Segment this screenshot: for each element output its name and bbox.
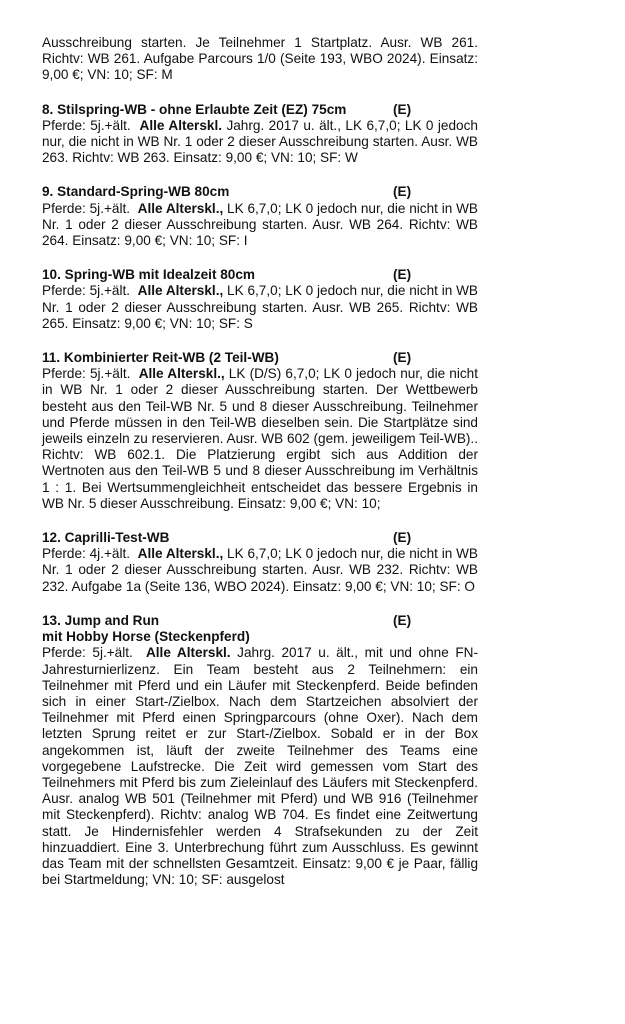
section-12 <box>42 530 478 595</box>
category-tag: (E) <box>393 530 412 546</box>
section-title <box>42 530 478 546</box>
section-title-text: 10. Spring-WB mit Idealzeit 80cm <box>42 267 256 283</box>
horse-age-requirement: Pferde: 5j.+ält. <box>42 366 131 382</box>
horse-age-requirement: Pferde: 5j.+ält. <box>42 645 133 661</box>
category-tag: (E) <box>393 101 412 117</box>
section-title-text: 12. Caprilli-Test-WB <box>42 530 170 546</box>
section-9 <box>42 184 478 249</box>
section-body <box>42 546 478 595</box>
section-title <box>42 184 478 200</box>
section-description: Jahrg. 2017 u. ält., LK 6,7,0; LK 0 jedoch nur, die nicht in WB Nr. 1 oder 2 dieser Ausschreibung starten. Ausr. WB 263. Richtv: WB 263. Einsatz: 9,00 €; VN: 10; SF: W <box>42 117 478 166</box>
section-8 <box>42 102 478 167</box>
section-description: LK 6,7,0; LK 0 jedoch nur, die nicht in WB Nr. 1 oder 2 dieser Ausschreibung starten. Ausr. WB 265. Richtv: WB 265. Einsatz: 9,00 €; VN: 10; SF: S <box>42 283 478 331</box>
horse-age-requirement: Pferde: 4j.+ält. <box>42 546 131 562</box>
section-description: LK (D/S) 6,7,0; LK 0 jedoch nur, die nicht in WB Nr. 1 oder 2 dieser Ausschreibung starten. Der Wettbewerb besteht aus den Teil-WB Nr. 5 und 8 dieser Ausschreibung. Teilnehmer und Pferde müssen in den Teil-WB dieselben sein. Die Startplätze sind jeweils einzeln zu reservieren. Ausr. WB 602 (gem. jeweiligem Teil-WB).. Richtv: WB 602.1. Die Platzierung ergibt sich aus Addition der Wertnoten aus den Teil-WB 5 und 8 dieser Ausschreibung im Verhältnis 1 : 1. Bei Wertsummengleichheit entscheidet das bessere Ergebnis in WB Nr. 5 dieser Ausschreibung. Einsatz: 9,00 €; VN: 10; <box>42 366 479 511</box>
section-body <box>42 366 478 512</box>
section-13 <box>42 613 478 888</box>
age-class: Alle Alterskl., <box>137 546 224 562</box>
section-body <box>42 201 478 250</box>
category-tag: (E) <box>393 612 412 628</box>
section-body <box>42 645 478 888</box>
age-class: Alle Alterskl., <box>137 283 224 299</box>
intro-paragraph: Ausschreibung starten. Je Teilnehmer 1 Startplatz. Ausr. WB 261. Richtv: WB 261. Aufgabe Parcours 1/0 (Seite 193, WBO 2024). Einsatz: 9,00 €; VN: 10; SF: M <box>42 35 478 83</box>
section-title <box>42 350 478 366</box>
section-description: Jahrg. 2017 u. ält., mit und ohne FN-Jahresturnierlizenz. Ein Team besteht aus 2 Teilnehmern: ein Teilnehmer mit Pferd und ein Läufer mit Steckenpferd. Beide befinden sich in einer Start-/Zielbox. Nach dem Startzeichen absolviert der Teilnehmer mit Pferd einen Springparcours (ohne Oxer). Nach dem letzten Sprung reitet er zur Start-/Zielbox. Sobald er in der Box angekommen ist, läuft der zweite Teilnehmer des Teams eine vorgegebene Laufstrecke. Die Zeit wird gemessen vom Start des Teilnehmers mit Pferd bis zum Zieleinlauf des Läufers mit Steckenpferd. Ausr. analog WB 501 (Teilnehmer mit Pferd) und WB 916 (Teilnehmer mit Steckenpferd). Richtv: analog WB 704. Es findet eine Zeitwertung statt. Je Hindernisfehler werden 4 Strafsekunden zu der Zeit hinzuaddiert. Eine 3. Unterbrechung führt zum Ausschluss. Es gewinnt das Team mit der schnellsten Gesamtzeit. Einsatz: 9,00 € je Paar, fällig bei Startmeldung; VN: 10; SF: ausgelost <box>42 645 478 888</box>
age-class: Alle Alterskl. <box>145 645 231 661</box>
section-title-text: 13. Jump and Run <box>42 612 160 628</box>
horse-age-requirement: Pferde: 5j.+ält. <box>42 200 131 216</box>
section-description: LK 6,7,0; LK 0 jedoch nur, die nicht in WB Nr. 1 oder 2 dieser Ausschreibung starten. Ausr. WB 232. Richtv: WB 232. Aufgabe 1a (Seite 136, WBO 2024). Einsatz: 9,00 €; VN: 10; SF: O <box>42 546 478 594</box>
document-page <box>42 35 478 888</box>
section-title-text: 11. Kombinierter Reit-WB (2 Teil-WB) <box>42 350 279 366</box>
category-tag: (E) <box>393 350 412 366</box>
section-title <box>42 102 478 118</box>
section-title <box>42 613 478 629</box>
section-subtitle: mit Hobby Horse (Steckenpferd) <box>42 629 250 645</box>
age-class: Alle Alterskl., <box>137 200 224 216</box>
section-description: LK 6,7,0; LK 0 jedoch nur, die nicht in WB Nr. 1 oder 2 dieser Ausschreibung starten. Ausr. WB 264. Richtv: WB 264. Einsatz: 9,00 €; VN: 10; SF: I <box>42 200 478 249</box>
section-title-text: 9. Standard-Spring-WB 80cm <box>42 184 230 200</box>
horse-age-requirement: Pferde: 5j.+ält. <box>42 283 131 299</box>
age-class: Alle Alterskl. <box>139 117 223 133</box>
section-11 <box>42 350 478 512</box>
section-10 <box>42 267 478 332</box>
category-tag: (E) <box>393 267 412 283</box>
section-body <box>42 283 478 332</box>
section-title-text: 8. Stilspring-WB - ohne Erlaubte Zeit (EZ) 75cm <box>42 101 347 117</box>
horse-age-requirement: Pferde: 5j.+ält. <box>42 117 131 133</box>
category-tag: (E) <box>393 184 412 200</box>
age-class: Alle Alterskl., <box>138 366 225 382</box>
section-body <box>42 118 478 167</box>
section-title <box>42 267 478 283</box>
